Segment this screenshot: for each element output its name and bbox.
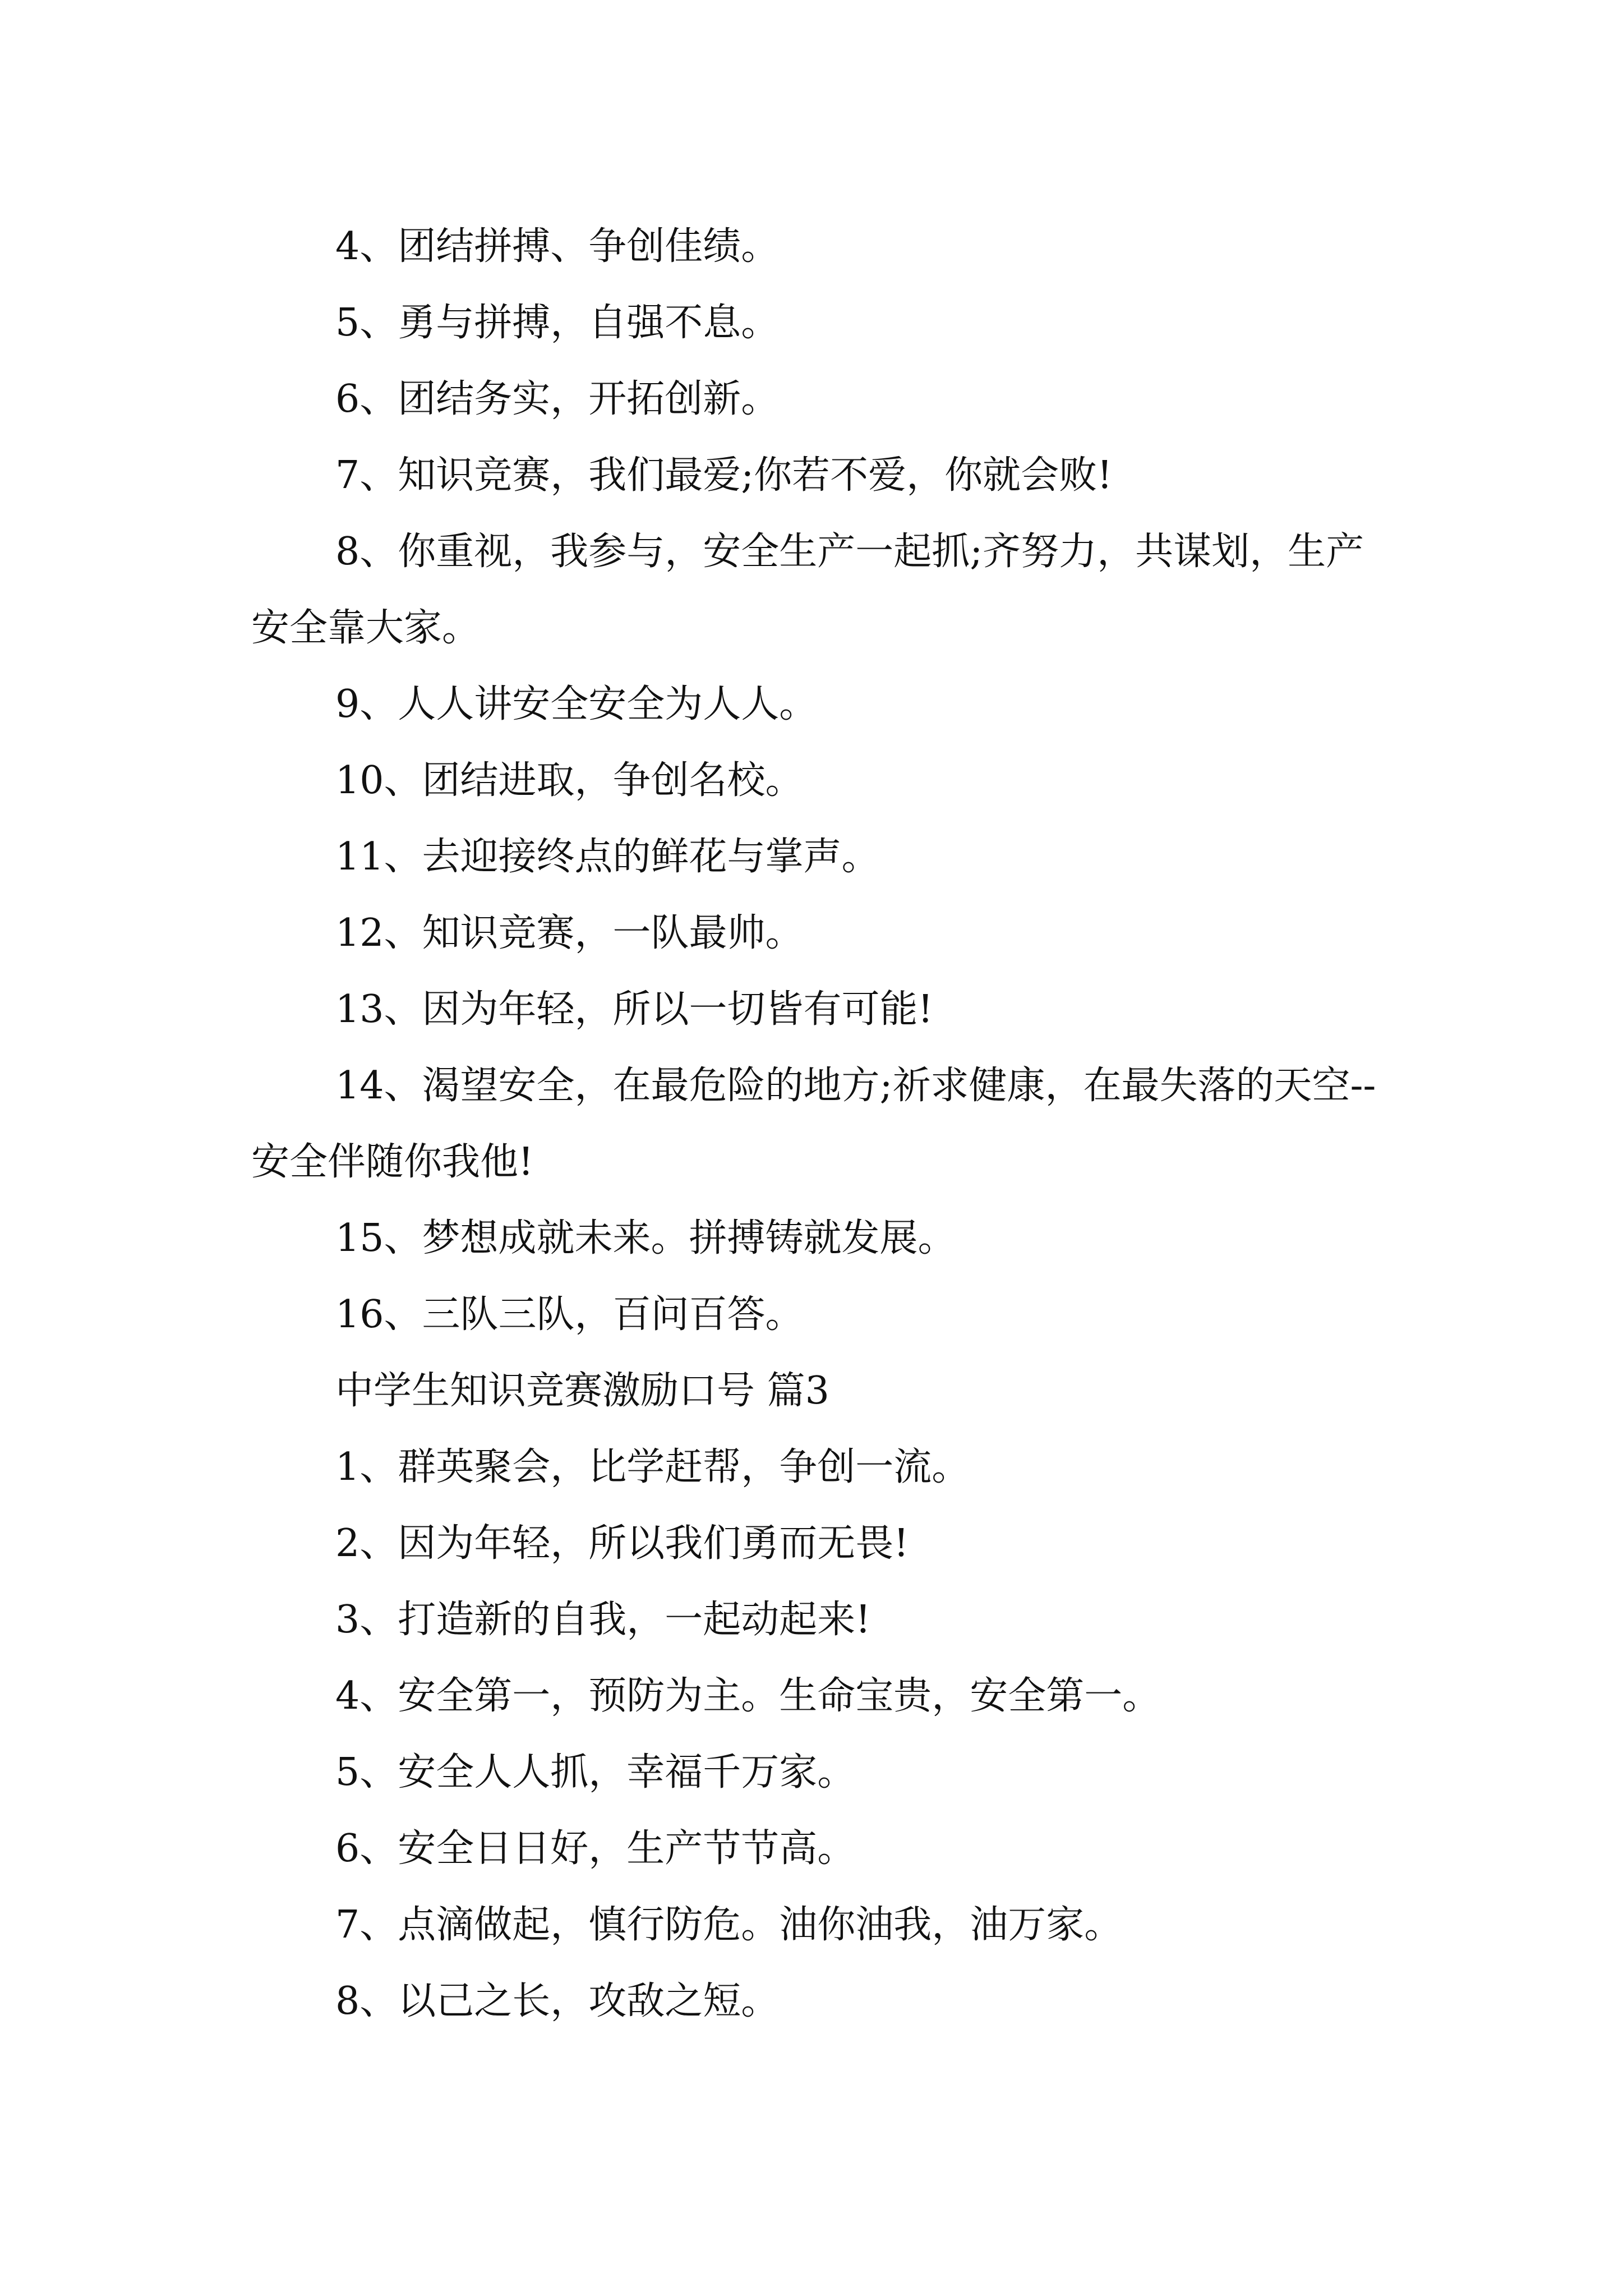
slogan-item: 4、安全第一，预防为主。生命宝贵，安全第一。 <box>335 1674 1161 1718</box>
slogan-item: 13、因为年轻，所以一切皆有可能! <box>335 987 933 1032</box>
slogan-item: 16、三队三队，百问百答。 <box>335 1292 804 1337</box>
slogan-item: 14、渴望安全，在最危险的地方;祈求健康，在最失落的天空--安全伴随你我他! <box>251 1064 1376 1184</box>
slogan-item: 11、去迎接终点的鲜花与掌声。 <box>335 835 880 879</box>
slogan-item: 9、人人讲安全安全为人人。 <box>335 682 818 726</box>
slogan-item: 12、知识竞赛，一队最帅。 <box>335 911 804 955</box>
slogan-item: 7、点滴做起，慎行防危。油你油我，油万家。 <box>335 1903 1123 1947</box>
slogan-item: 6、安全日日好，生产节节高。 <box>335 1826 856 1871</box>
slogan-item: 10、团结进取，争创名校。 <box>335 758 804 803</box>
slogan-item: 4、团结拼搏、争创佳绩。 <box>335 224 780 269</box>
slogan-item: 7、知识竞赛，我们最爱;你若不爱，你就会败! <box>335 453 1113 498</box>
document-body <box>251 209 1390 2040</box>
slogan-item: 8、你重视，我参与，安全生产一起抓;齐努力，共谋划，生产安全靠大家。 <box>251 530 1364 650</box>
slogan-item: 3、打造新的自我，一起动起来! <box>335 1598 871 1642</box>
slogan-item: 8、以己之长，攻敌之短。 <box>335 1979 780 2023</box>
slogan-item: 5、安全人人抓，幸福千万家。 <box>335 1750 856 1795</box>
slogan-item: 1、群英聚会，比学赶帮，争创一流。 <box>335 1445 970 1489</box>
slogan-item: 15、梦想成就未来。拼搏铸就发展。 <box>335 1216 956 1260</box>
slogan-item: 5、勇与拼搏，自强不息。 <box>335 301 780 345</box>
slogan-item: 2、因为年轻，所以我们勇而无畏! <box>335 1521 909 1566</box>
section-heading: 中学生知识竞赛激励口号 篇3 <box>335 1369 829 1413</box>
slogan-item: 6、团结务实，开拓创新。 <box>335 377 780 421</box>
